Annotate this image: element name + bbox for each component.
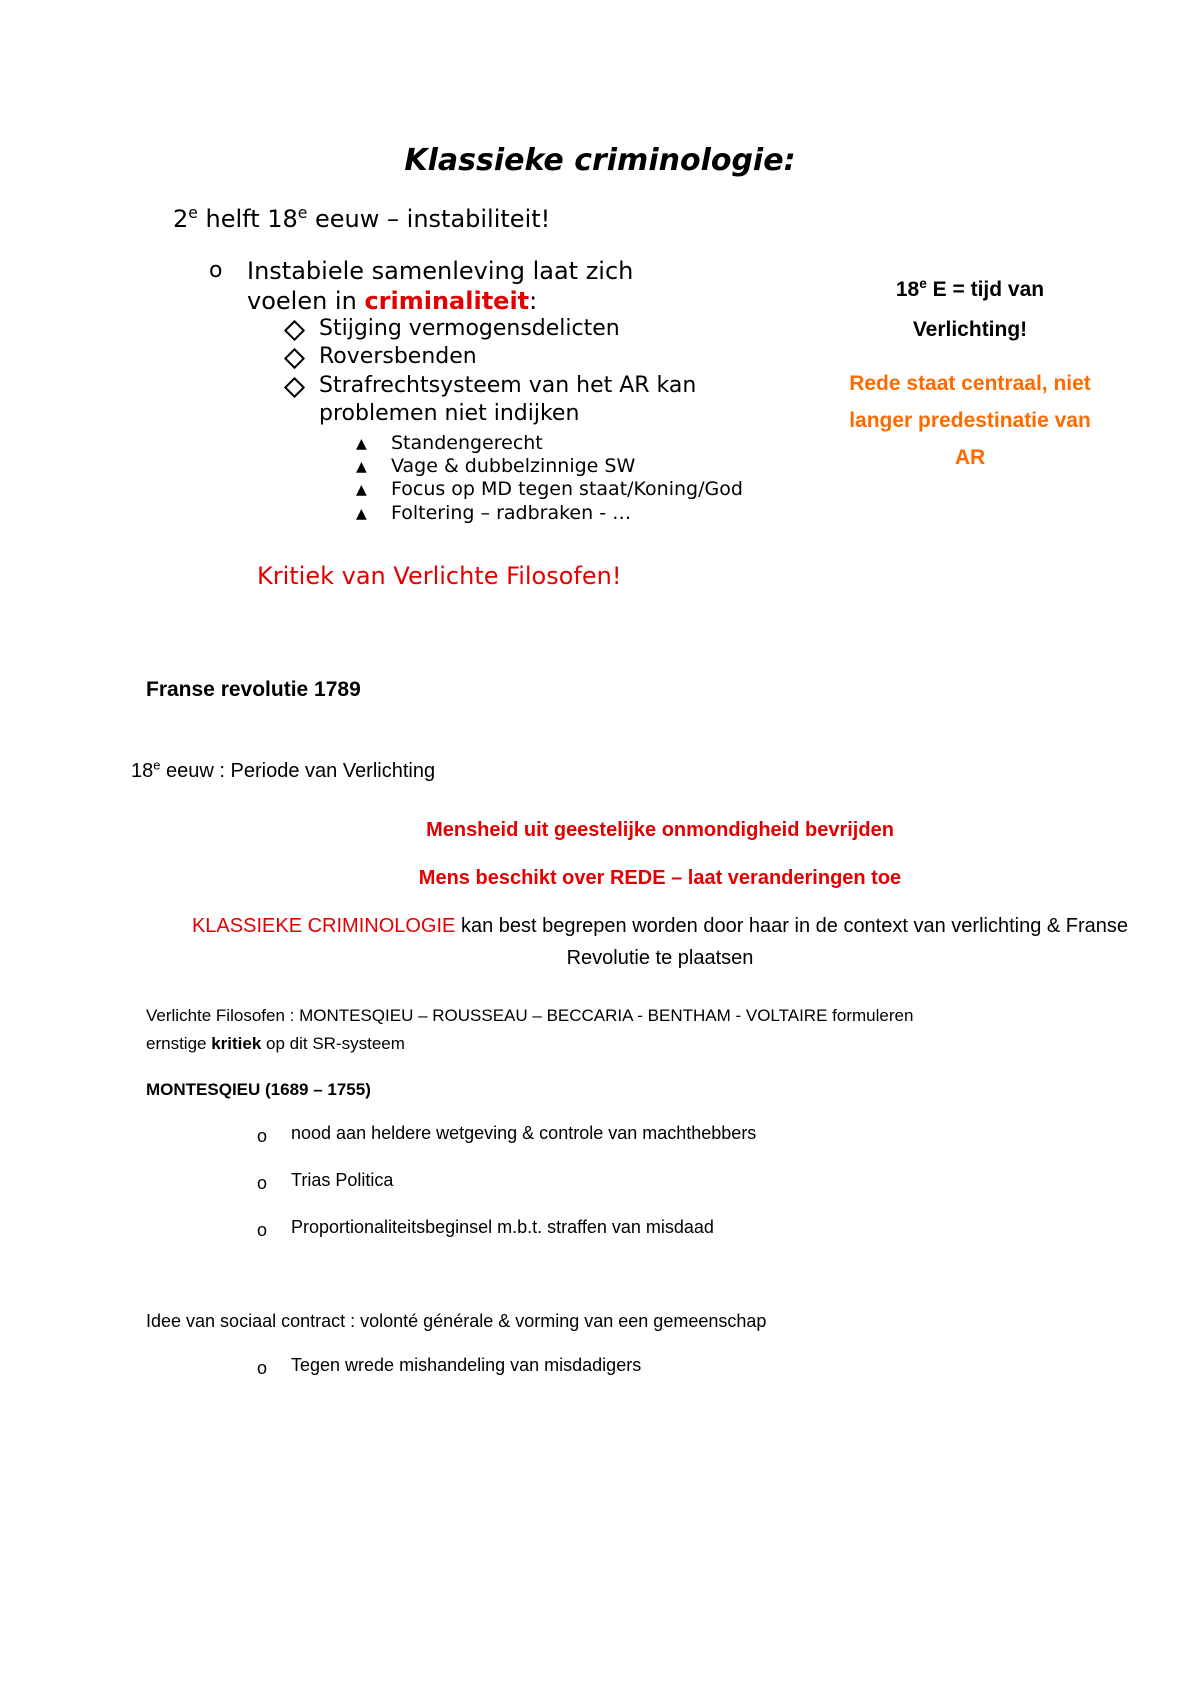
sidebar-orange-line: AR	[954, 446, 986, 469]
arrow-bullet-icon: ▲	[356, 436, 367, 452]
klassieke-paragraph-line1: KLASSIEKE CRIMINOLOGIE kan best begrepen worden door haar in de context van verlichting & Franse	[191, 915, 1129, 937]
kritiek-statement: Kritiek van Verlichte Filosofen!	[257, 562, 622, 590]
criminaliteit-highlight: criminaliteit	[364, 287, 530, 315]
page-title: Klassieke criminologie:	[404, 143, 796, 178]
red-statement: Mens beschikt over REDE – laat veranderingen toe	[418, 867, 902, 889]
list-bullet: o	[257, 1220, 268, 1240]
red-statement: Mensheid uit geestelijke onmondigheid bevrijden	[426, 819, 894, 841]
list-bullet: o	[257, 1173, 268, 1193]
montesqieu-item: nood aan heldere wetgeving & controle van machthebbers	[291, 1123, 757, 1143]
arrow-bullet-icon: ▲	[356, 482, 367, 498]
sidebar-orange-line: Rede staat centraal, niet	[849, 372, 1091, 395]
montesqieu-item: Trias Politica	[291, 1170, 394, 1190]
subsub-item: Foltering – radbraken - …	[391, 502, 632, 524]
sub-item: Strafrechtsysteem van het AR kan	[319, 373, 697, 398]
sub-item: Stijging vermogensdelicten	[319, 316, 620, 341]
sociaal-item: Tegen wrede mishandeling van misdadigers	[291, 1355, 642, 1375]
sociaal-contract-heading: Idee van sociaal contract : volonté générale & vorming van een gemeenschap	[146, 1311, 767, 1331]
bullet-text-line1: Instabiele samenleving laat zich	[247, 257, 634, 285]
franse-revolutie-heading: Franse revolutie 1789	[146, 678, 361, 701]
filosofen-line2: ernstige kritiek op dit SR-systeem	[146, 1034, 405, 1053]
diamond-bullet-icon	[284, 348, 305, 369]
sidebar-orange-line: langer predestinatie van	[849, 409, 1091, 432]
bullet-marker: o	[209, 258, 223, 283]
subsub-item: Standengerecht	[391, 432, 543, 454]
sidebar-line1: 18e E = tijd van	[895, 276, 1045, 301]
sidebar-line2: Verlichting!	[912, 318, 1028, 341]
list-bullet: o	[257, 1358, 268, 1378]
montesqieu-item: Proportionaliteitsbeginsel m.b.t. straffen van misdaad	[291, 1217, 714, 1237]
sub-item-continuation: problemen niet indijken	[319, 401, 580, 426]
sub-item: Roversbenden	[319, 344, 477, 369]
periode-heading: 18e eeuw : Periode van Verlichting	[131, 757, 436, 782]
diamond-bullet-icon	[284, 320, 305, 341]
section-heading: 2e helft 18e eeuw – instabiliteit!	[173, 204, 551, 233]
bullet-text-line2: voelen in criminaliteit:	[247, 287, 538, 315]
subsub-item: Vage & dubbelzinnige SW	[391, 455, 636, 477]
diamond-bullet-icon	[284, 377, 305, 398]
arrow-bullet-icon: ▲	[356, 459, 367, 475]
filosofen-line1: Verlichte Filosofen : MONTESQIEU – ROUSSEAU – BECCARIA - BENTHAM - VOLTAIRE formuleren	[146, 1006, 914, 1025]
list-bullet: o	[257, 1126, 268, 1146]
klassieke-paragraph-line2: Revolutie te plaatsen	[566, 947, 754, 969]
subsub-item: Focus op MD tegen staat/Koning/God	[391, 478, 743, 500]
arrow-bullet-icon: ▲	[356, 506, 367, 522]
montesqieu-heading: MONTESQIEU (1689 – 1755)	[146, 1080, 371, 1099]
